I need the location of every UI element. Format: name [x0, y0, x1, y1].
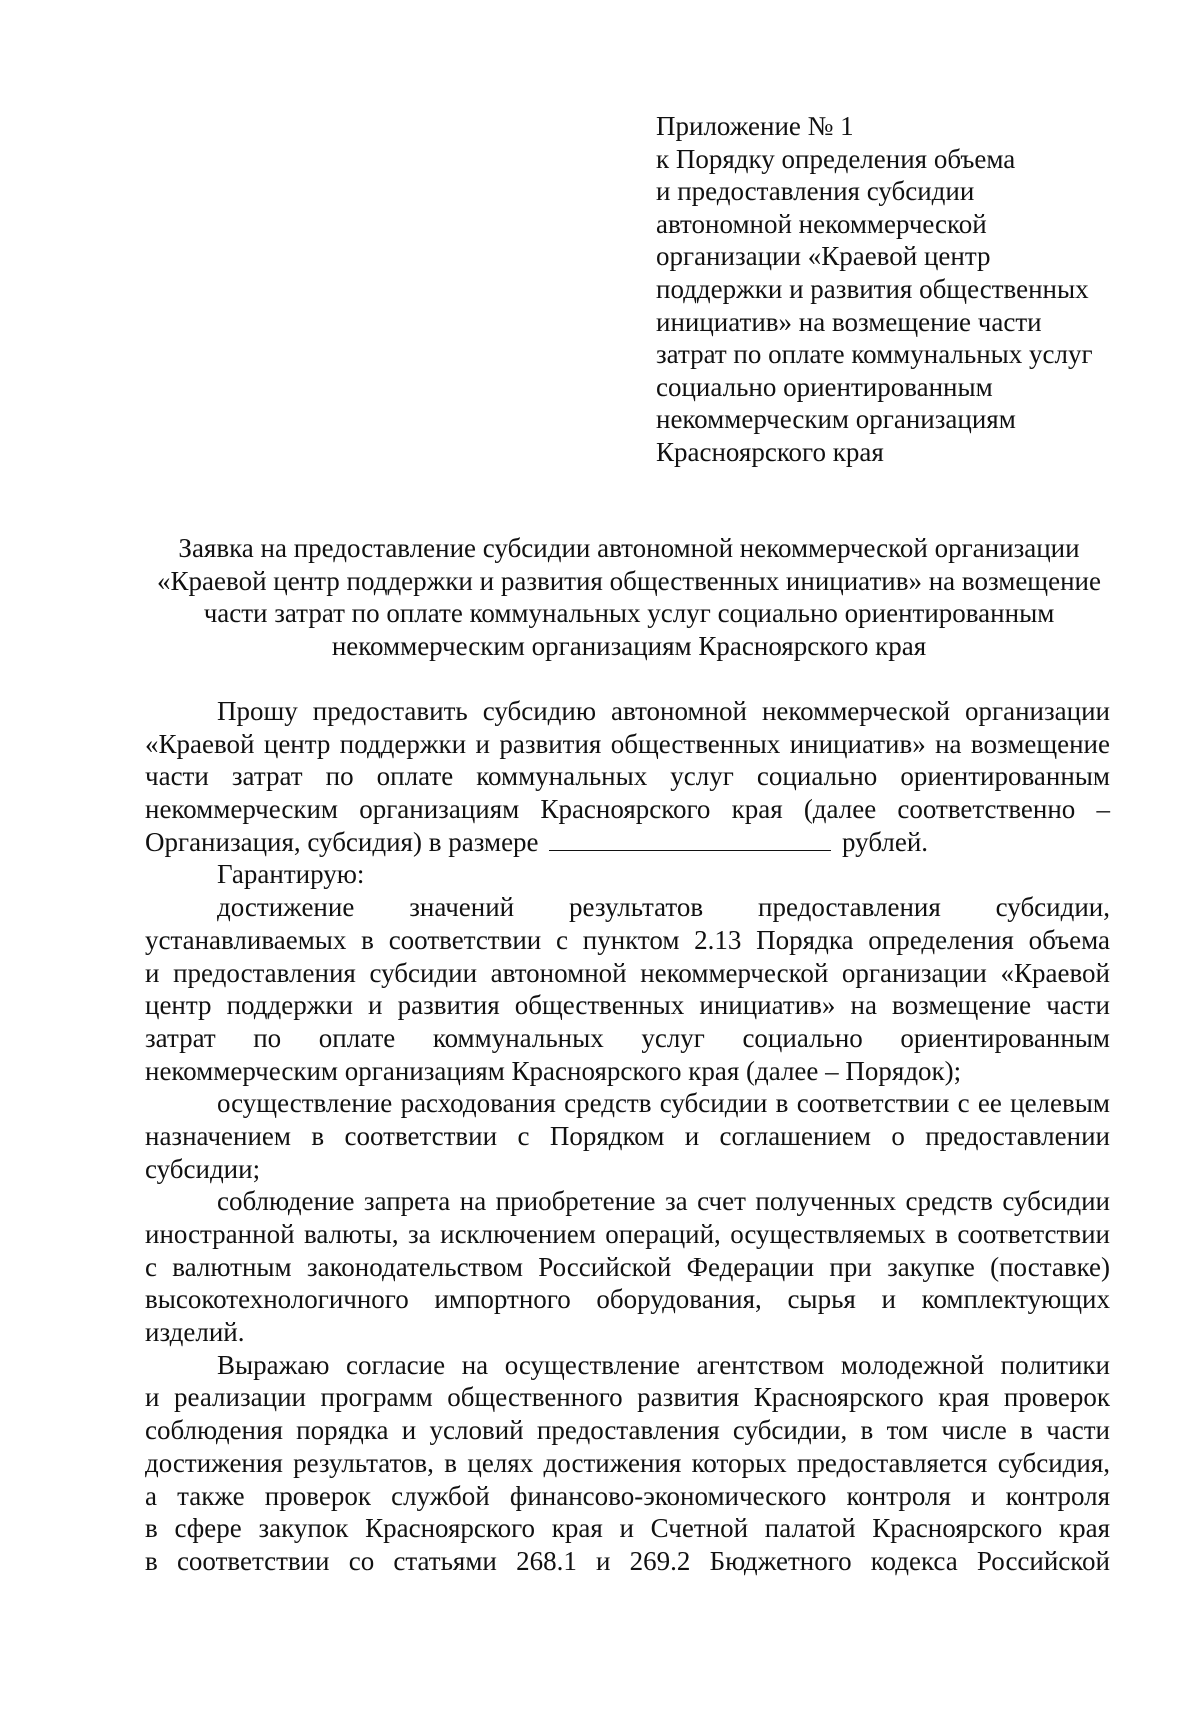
request-paragraph	[145, 695, 1110, 858]
amount-prefix: Организация, субсидия) в размере	[145, 826, 539, 857]
document-title	[140, 532, 1118, 662]
text-line: осуществление расходования средств субсидии в соответствии с ее целевым	[217, 1088, 1110, 1119]
text-line: Прошу предоставить субсидию автономной некоммерческой организации	[217, 696, 1110, 726]
text-line: субсидии;	[145, 1153, 261, 1184]
text-line: высокотехнологичного импортного оборудования, сырья и комплектующих	[145, 1284, 1110, 1315]
text-line: «Краевой центр поддержки и развития общественных инициатив» на возмещение	[145, 728, 1110, 759]
document-body	[145, 695, 1110, 1578]
text-line: изделий.	[145, 1317, 245, 1348]
text-line: а также проверок службой финансово-экономического контроля и контроля	[145, 1480, 1110, 1511]
text-line: достижения результатов, в целях достижения которых предоставляется субсидия,	[145, 1447, 1110, 1478]
appendix-line: организации «Краевой центр	[656, 241, 991, 272]
text-line: соблюдение запрета на приобретение за счет полученных средств субсидии	[217, 1186, 1110, 1217]
appendix-line: к Порядку определения объема	[656, 143, 1016, 174]
amount-line	[145, 826, 1110, 859]
consent-paragraph	[145, 1349, 1110, 1578]
text-line: иностранной валюты, за исключением операций, осуществляемых в соответствии	[145, 1219, 1110, 1249]
title-line: некоммерческим организациям Красноярского края	[331, 630, 927, 661]
text-line: и предоставления субсидии автономной некоммерческой организации «Краевой	[145, 957, 1110, 988]
text-line: Выражаю согласие на осуществление агентством молодежной политики	[217, 1349, 1110, 1380]
appendix-line: поддержки и развития общественных	[656, 273, 1089, 304]
text-line: в сфере закупок Красноярского края и Счетной палатой Красноярского края	[145, 1513, 1110, 1544]
text-line: некоммерческим организациям Красноярского края (далее соответственно –	[145, 794, 1110, 825]
text-line: некоммерческим организациям Красноярского края (далее – Порядок);	[145, 1055, 962, 1086]
text-line: в соответствии со статьями 268.1 и 269.2 Бюджетного кодекса Российской	[145, 1545, 1110, 1576]
text-line: назначением в соответствии с Порядком и соглашением о предоставлении	[145, 1120, 1110, 1151]
appendix-line: Красноярского края	[656, 436, 884, 467]
guarantee-heading: Гарантирую:	[217, 859, 365, 890]
guarantee-item-spending	[145, 1087, 1110, 1185]
text-line: центр поддержки и развития общественных инициатив» на возмещение части	[145, 990, 1110, 1021]
appendix-header	[656, 110, 1116, 469]
guarantee-item-currency	[145, 1185, 1110, 1348]
appendix-line: и предоставления субсидии	[656, 176, 975, 207]
title-line: Заявка на предоставление субсидии автономной некоммерческой организации	[178, 533, 1080, 563]
text-line: достижение значений результатов предоставления субсидии,	[217, 892, 1110, 923]
title-line: «Краевой центр поддержки и развития общественных инициатив» на возмещение	[157, 565, 1101, 596]
text-line: устанавливаемых в соответствии с пунктом 2.13 Порядка определения объема	[145, 924, 1110, 955]
text-line: и реализации программ общественного развития Красноярского края проверок	[145, 1382, 1110, 1413]
appendix-line: социально ориентированным	[656, 371, 993, 402]
guarantee-item-results	[145, 891, 1110, 1087]
title-line: части затрат по оплате коммунальных услуг социально ориентированным	[203, 598, 1055, 629]
text-line: затрат по оплате коммунальных услуг социально ориентированным	[145, 1022, 1110, 1053]
amount-blank-field	[549, 828, 831, 851]
text-line: соблюдения порядка и условий предоставления субсидии, в том числе в части	[145, 1415, 1110, 1446]
amount-suffix: рублей.	[842, 826, 929, 857]
appendix-line: Приложение № 1	[656, 111, 854, 141]
appendix-line: автономной некоммерческой	[656, 208, 987, 239]
appendix-line: затрат по оплате коммунальных услуг	[656, 339, 1093, 370]
text-line: с валютным законодательством Российской Федерации при закупке (поставке)	[145, 1251, 1110, 1282]
text-line: части затрат по оплате коммунальных услуг социально ориентированным	[145, 761, 1110, 792]
appendix-line: некоммерческим организациям	[656, 404, 1016, 435]
appendix-line: инициатив» на возмещение части	[656, 306, 1042, 337]
